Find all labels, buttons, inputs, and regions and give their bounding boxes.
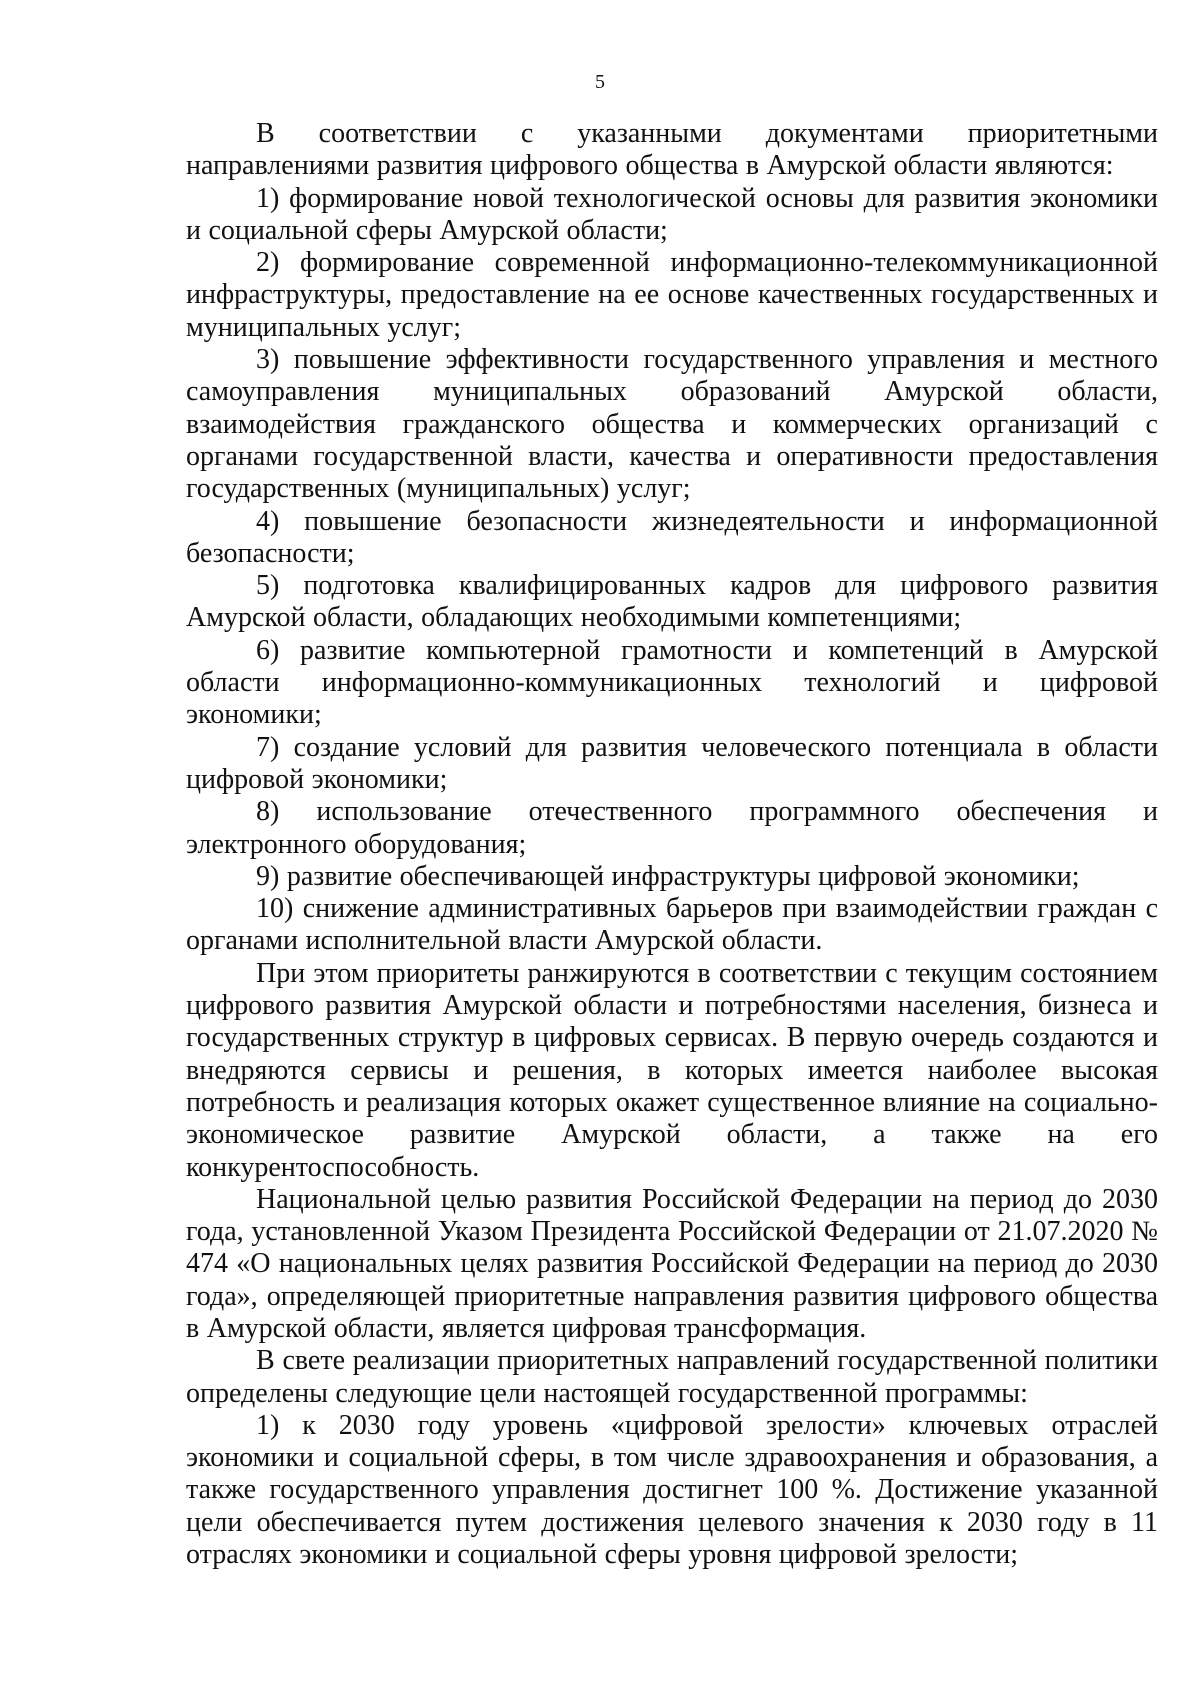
list-item-10: 10) снижение административных барьеров при взаимодействии граждан с органами исполнительной власти Амурской области. — [186, 893, 1158, 957]
list-item-2: 2) формирование современной информационно-телекоммуникационной инфраструктуры, предоставление на ее основе качественных государственных и муниципальных услуг; — [186, 247, 1158, 343]
list-item-8: 8) использование отечественного программного обеспечения и электронного оборудования; — [186, 796, 1158, 860]
list-item-6: 6) развитие компьютерной грамотности и компетенций в Амурской области информационно-коммуникационных технологий и цифровой экономики; — [186, 634, 1158, 731]
list-item-7: 7) создание условий для развития человеческого потенциала в области цифровой экономики; — [186, 731, 1158, 795]
list-item-9: 9) развитие обеспечивающей инфраструктуры цифровой экономики; — [256, 860, 1080, 892]
paragraph-priorities: При этом приоритеты ранжируются в соответствии с текущим состоянием цифрового развития Амурской области и потребностями населения, бизнеса и государственных структур в цифровых сервисах. В первую очередь создаются и внедряются сервисы и решения, в которых имеется наиболее высокая потребность и реализация которых окажет существенное влияние на социально-экономическое развитие Амурской области, а также на его конкурентоспособность. — [186, 957, 1158, 1183]
list-item-3: 3) повышение эффективности государственного управления и местного самоуправления муниципальных образований Амурской области, взаимодействия гражданского общества и коммерческих организаций с органами государственной власти, качества и оперативности предоставления государственных (муниципальных) услуг; — [186, 344, 1158, 505]
document-body — [186, 118, 1158, 1571]
paragraph-national-goal: Национальной целью развития Российской Федерации на период до 2030 года, установленной Указом Президента Российской Федерации от 21.07.2020 № 474 «О национальных целях развития Российской Федерации на период до 2030 года», определяющей приоритетные направления развития цифрового общества в Амурской области, является цифровая трансформация. — [186, 1183, 1158, 1344]
paragraph-intro: В соответствии с указанными документами приоритетными направлениями развития цифрового общества в Амурской области являются: — [186, 118, 1158, 182]
list-item-4: 4) повышение безопасности жизнедеятельности и информационной безопасности; — [186, 505, 1158, 569]
list-item-1: 1) формирование новой технологической основы для развития экономики и социальной сферы Амурской области; — [186, 182, 1158, 246]
paragraph-program-goals: В свете реализации приоритетных направлений государственной политики определены следующие цели настоящей государственной программы: — [186, 1345, 1158, 1409]
page-number: 5 — [595, 71, 605, 93]
list-item-5: 5) подготовка квалифицированных кадров для цифрового развития Амурской области, обладающих необходимыми компетенциями; — [186, 570, 1158, 634]
goal-item-1: 1) к 2030 году уровень «цифровой зрелости» ключевых отраслей экономики и социальной сферы, в том числе здравоохранения и образования, а также государственного управления достигнет 100 %. Достижение указанной цели обеспечивается путем достижения целевого значения к 2030 году в 11 отраслях экономики и социальной сферы уровня цифровой зрелости; — [186, 1409, 1158, 1571]
